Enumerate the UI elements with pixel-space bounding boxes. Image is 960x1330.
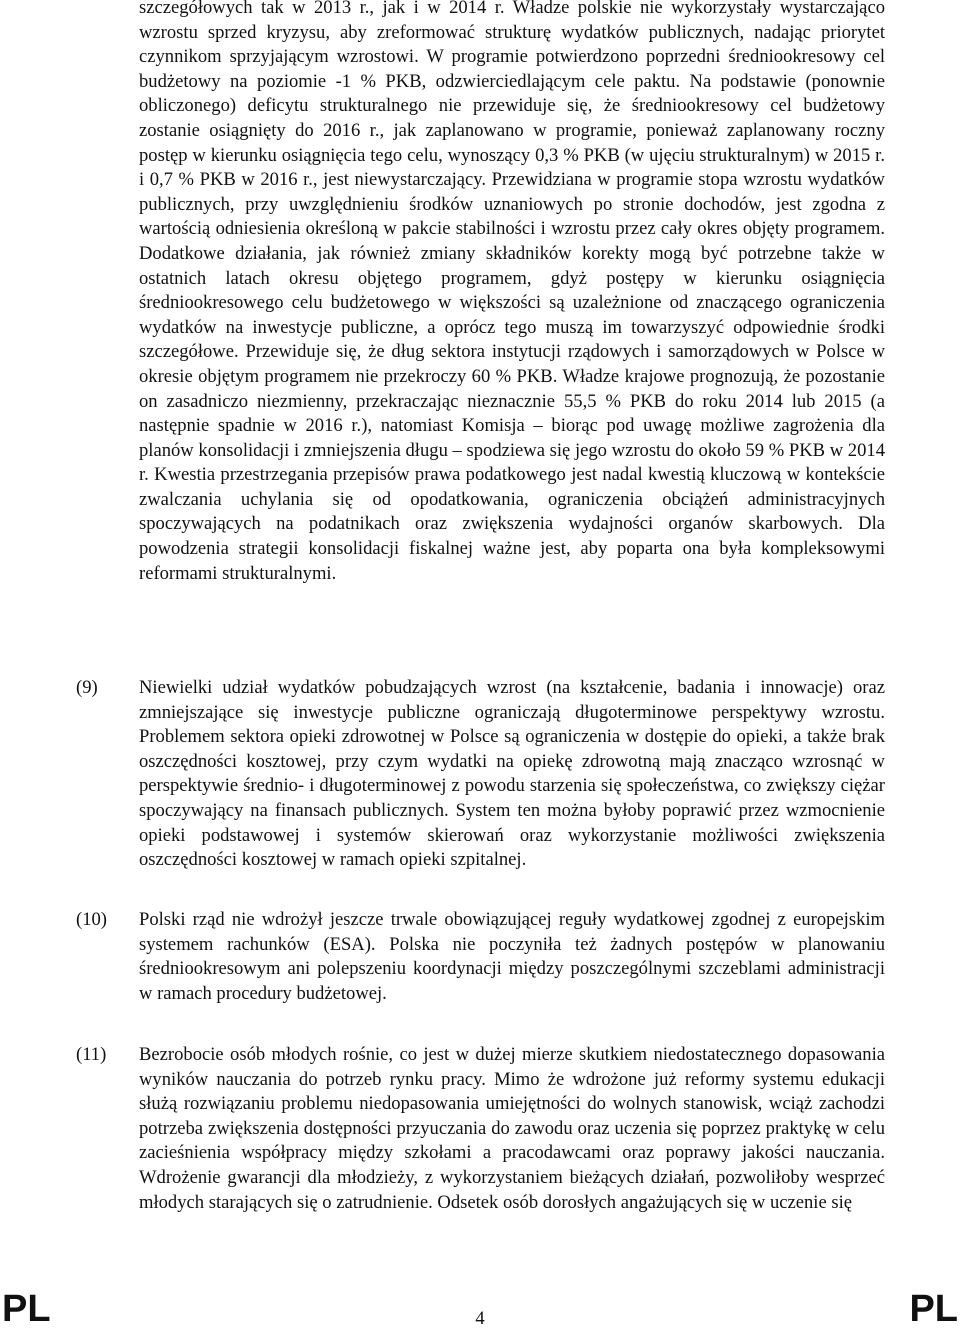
item-text: Niewielki udział wydatków pobudzających wzrost (na kształcenie, badania i innowacje) oraz zmniejszające się inwestycje publiczne ograniczają długoterminowe perspektywy wzrostu. Problemem sektora opieki zdrowotnej w Polsce są ograniczenia w dostępie do opieki, a także brak oszczędności kosztowej, przy czym wydatki na opiekę zdrowotną mają znacząco wzrosnąć w perspektywie średnio- i długoterminowej z powodu starzenia się społeczeństwa, co zwiększy ciężar spoczywający na finansach publicznych. System ten można byłoby poprawić przez wzmocnienie opieki podstawowej i systemów skierowań oraz wykorzystanie możliwości zwiększenia oszczędności kosztowej w ramach opieki szpitalnej. (139, 677, 885, 871)
continuation-paragraph: szczegółowych tak w 2013 r., jak i w 2014 r. Władze polskie nie wykorzystały wystarczająco wzrostu sprzed kryzysu, aby zreformować strukturę wydatków publicznych, nadając priorytet czynnikom sprzyjającym wzrostowi. W programie potwierdzono poprzedni średniookresowy cel budżetowy na poziomie -1 % PKB, odzwierciedlającym cele paktu. Na podstawie (ponownie obliczonego) deficytu strukturalnego nie przewiduje się, że średniookresowy cel budżetowy zostanie osiągnięty do 2016 r., jak zaplanowano w programie, ponieważ zaplanowany roczny postęp w kierunku osiągnięcia tego celu, wynoszący 0,3 % PKB (w ujęciu strukturalnym) w 2015 r. i 0,7 % PKB w 2016 r., jest niewystarczający. Przewidziana w programie stopa wzrostu wydatków publicznych, przy uwzględnieniu środków uznaniowych po stronie dochodów, jest zgodna z wartością odniesienia określoną w pakcie stabilności i wzrostu przez cały okres objęty programem. Dodatkowe działania, jak również zmiany składników korekty mogą być potrzebne także w ostatnich latach okresu objętego programem, gdyż postępy w kierunku osiągnięcia średniookresowego celu budżetowego w większości są uzależnione od znaczącego ograniczenia wydatków na inwestycje publiczne, a oprócz tego muszą im towarzyszyć odpowiednie środki szczegółowe. Przewiduje się, że dług sektora instytucji rządowych i samorządowych w Polsce w okresie objętym programem nie przekroczy 60 % PKB. Władze krajowe prognozują, że pozostanie on zasadniczo niezmienny, przekraczając nieznacznie 55,5 % PKB do roku 2014 lub 2015 (a następnie spadnie w 2016 r.), natomiast Komisja – biorąc pod uwagę możliwe zagrożenia dla planów konsolidacji i zmniejszenia długu – spodziewa się jego wzrostu do około 59 % PKB w 2014 r. Kwestia przestrzegania przepisów prawa podatkowego jest nadal kwestią kluczową w kontekście zwalczania uchylania się od opodatkowania, ograniczenia obciążeń administracyjnych spoczywających na podatnikach oraz zwiększenia wydajności organów skarbowych. Dla powodzenia strategii konsolidacji fiskalnej ważne jest, aby poparta ona była kompleksowymi reformami strukturalnymi. (139, 0, 885, 584)
item-number: (9) (76, 677, 98, 698)
item-number: (10) (76, 909, 107, 930)
footer-language-right: PL (909, 1288, 958, 1330)
item-number: (11) (76, 1044, 107, 1065)
page-number: 4 (475, 1308, 485, 1329)
item-text: Polski rząd nie wdrożył jeszcze trwale obowiązującej reguły wydatkowej zgodnej z europejskim systemem rachunków (ESA). Polska nie poczyniła też żadnych postępów w planowaniu średniookresowym ani polepszeniu koordynacji między poszczególnymi szczeblami administracji w ramach procedury budżetowej. (139, 909, 885, 1004)
footer-language-left: PL (2, 1288, 51, 1330)
item-text: Bezrobocie osób młodych rośnie, co jest w dużej mierze skutkiem niedostatecznego dopasowania wyników nauczania do potrzeb rynku pracy. Mimo że wdrożone już reformy systemu edukacji służą rozwiązaniu problemu niedopasowania umiejętności do wolnych stanowisk, wciąż zachodzi potrzeba zwiększenia dostępności przyuczania do zawodu oraz uczenia się poprzez praktykę w celu zacieśnienia współpracy między szkołami a pracodawcami oraz poprawy jakości nauczania. Wdrożenie gwarancji dla młodzieży, z wykorzystaniem bieżących działań, pozwoliłoby wesprzeć młodych starających się o zatrudnienie. Odsetek osób dorosłych angażujących się w uczenie się (139, 1044, 885, 1213)
